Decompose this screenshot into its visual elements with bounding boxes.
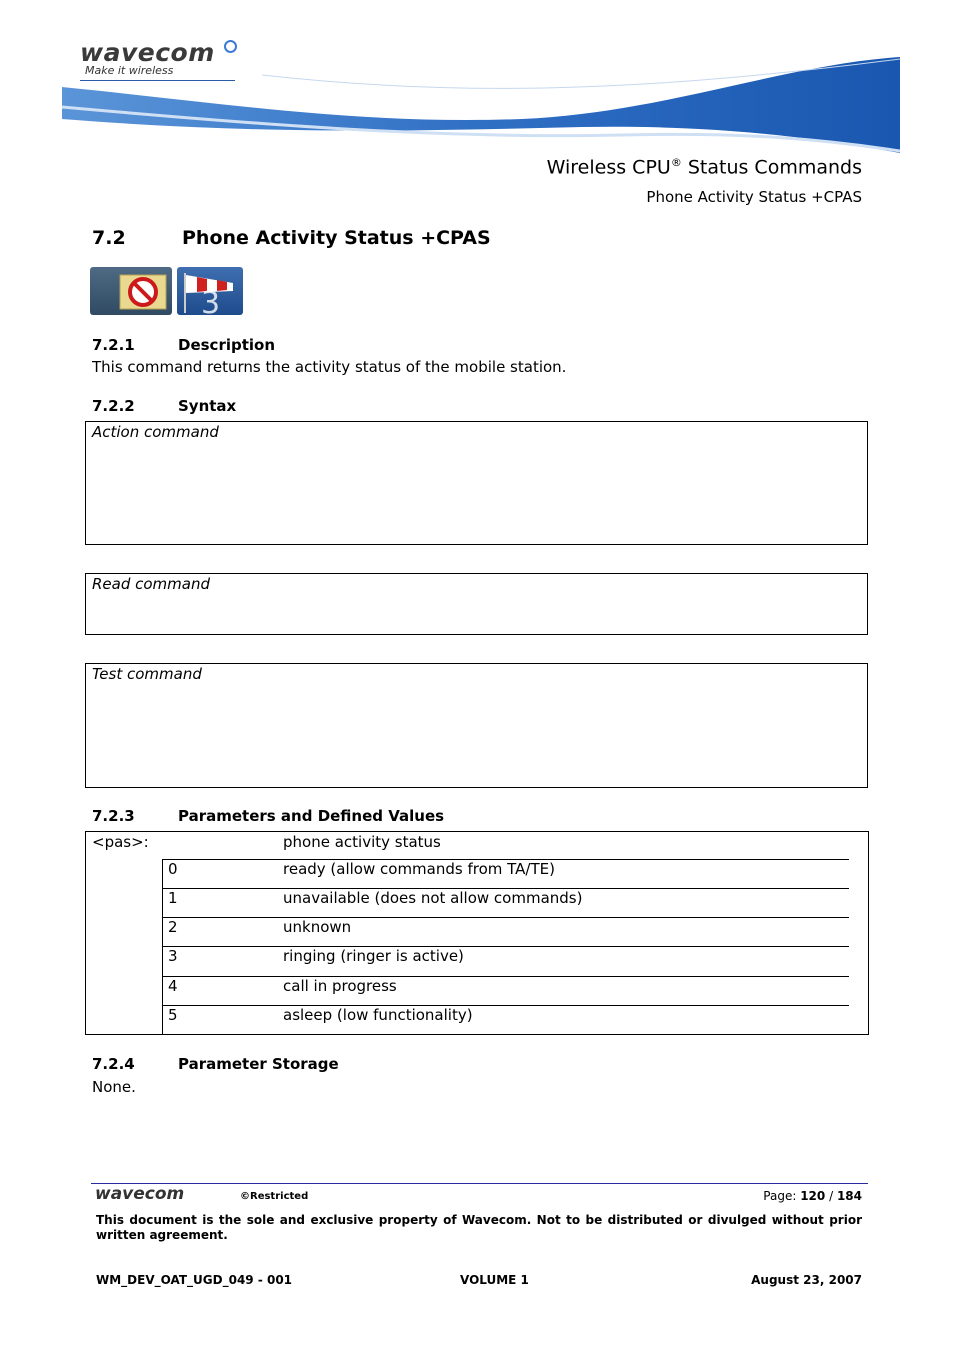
value-description: ready (allow commands from TA/TE) (283, 860, 555, 878)
parameter-name: <pas>: (92, 833, 149, 851)
footer-notice: This document is the sole and exclusive property of Wavecom. Not to be distributed or divulged without prior written agreement. (96, 1213, 862, 1242)
logo-mark-icon (224, 40, 237, 53)
description-text: This command returns the activity status of the mobile station. (92, 358, 567, 376)
test-command-label: Test command (92, 665, 202, 683)
table-rule (162, 1005, 849, 1006)
value-cell: 0 (168, 860, 178, 878)
test-command-box (85, 663, 868, 788)
document-date: August 23, 2007 (751, 1273, 862, 1287)
document-reference: WM_DEV_OAT_UGD_049 - 001 (96, 1273, 293, 1287)
table-rule (162, 976, 849, 977)
value-cell: 1 (168, 889, 178, 907)
parameters-heading: 7.2.3 Parameters and Defined Values (92, 807, 445, 825)
volume-label: VOLUME 1 (460, 1273, 529, 1287)
header-wave-banner (62, 55, 900, 155)
value-description: asleep (low functionality) (283, 1006, 473, 1024)
footer-wavecom-logo: wavecom (95, 1184, 185, 1204)
description-heading: 7.2.1 Description (92, 336, 276, 354)
read-command-box (85, 573, 868, 635)
wavecom-logo: wavecom (80, 38, 215, 67)
parameter-description: phone activity status (283, 833, 441, 851)
value-cell: 4 (168, 977, 178, 995)
value-description: unavailable (does not allow commands) (283, 889, 583, 907)
header-title: Wireless CPU® Status Commands (546, 156, 862, 179)
value-cell: 2 (168, 918, 178, 936)
syntax-heading: 7.2.2 Syntax (92, 397, 237, 415)
storage-heading: 7.2.4 Parameter Storage (92, 1055, 339, 1073)
header-subtitle: Phone Activity Status +CPAS (646, 188, 862, 206)
svg-text:3: 3 (201, 286, 221, 315)
action-command-label: Action command (92, 423, 219, 441)
value-cell: 3 (168, 947, 178, 965)
value-description: ringing (ringer is active) (283, 947, 464, 965)
logo-underline (80, 80, 235, 81)
logo-tagline: Make it wireless (85, 64, 174, 77)
storage-text: None. (92, 1078, 136, 1096)
value-cell: 5 (168, 1006, 178, 1024)
table-rule (162, 917, 849, 918)
footer-rule (91, 1183, 868, 1184)
table-rule (162, 946, 849, 947)
value-description: unknown (283, 918, 352, 936)
page-number: Page: 120 / 184 (763, 1189, 862, 1203)
section-heading: 7.2 Phone Activity Status +CPAS (92, 227, 491, 249)
no-pin-icon (90, 267, 172, 315)
value-description: call in progress (283, 977, 397, 995)
windsock-3-icon (177, 267, 243, 315)
read-command-label: Read command (92, 575, 211, 593)
restricted-label: ©Restricted (240, 1191, 309, 1202)
action-command-box (85, 421, 868, 545)
